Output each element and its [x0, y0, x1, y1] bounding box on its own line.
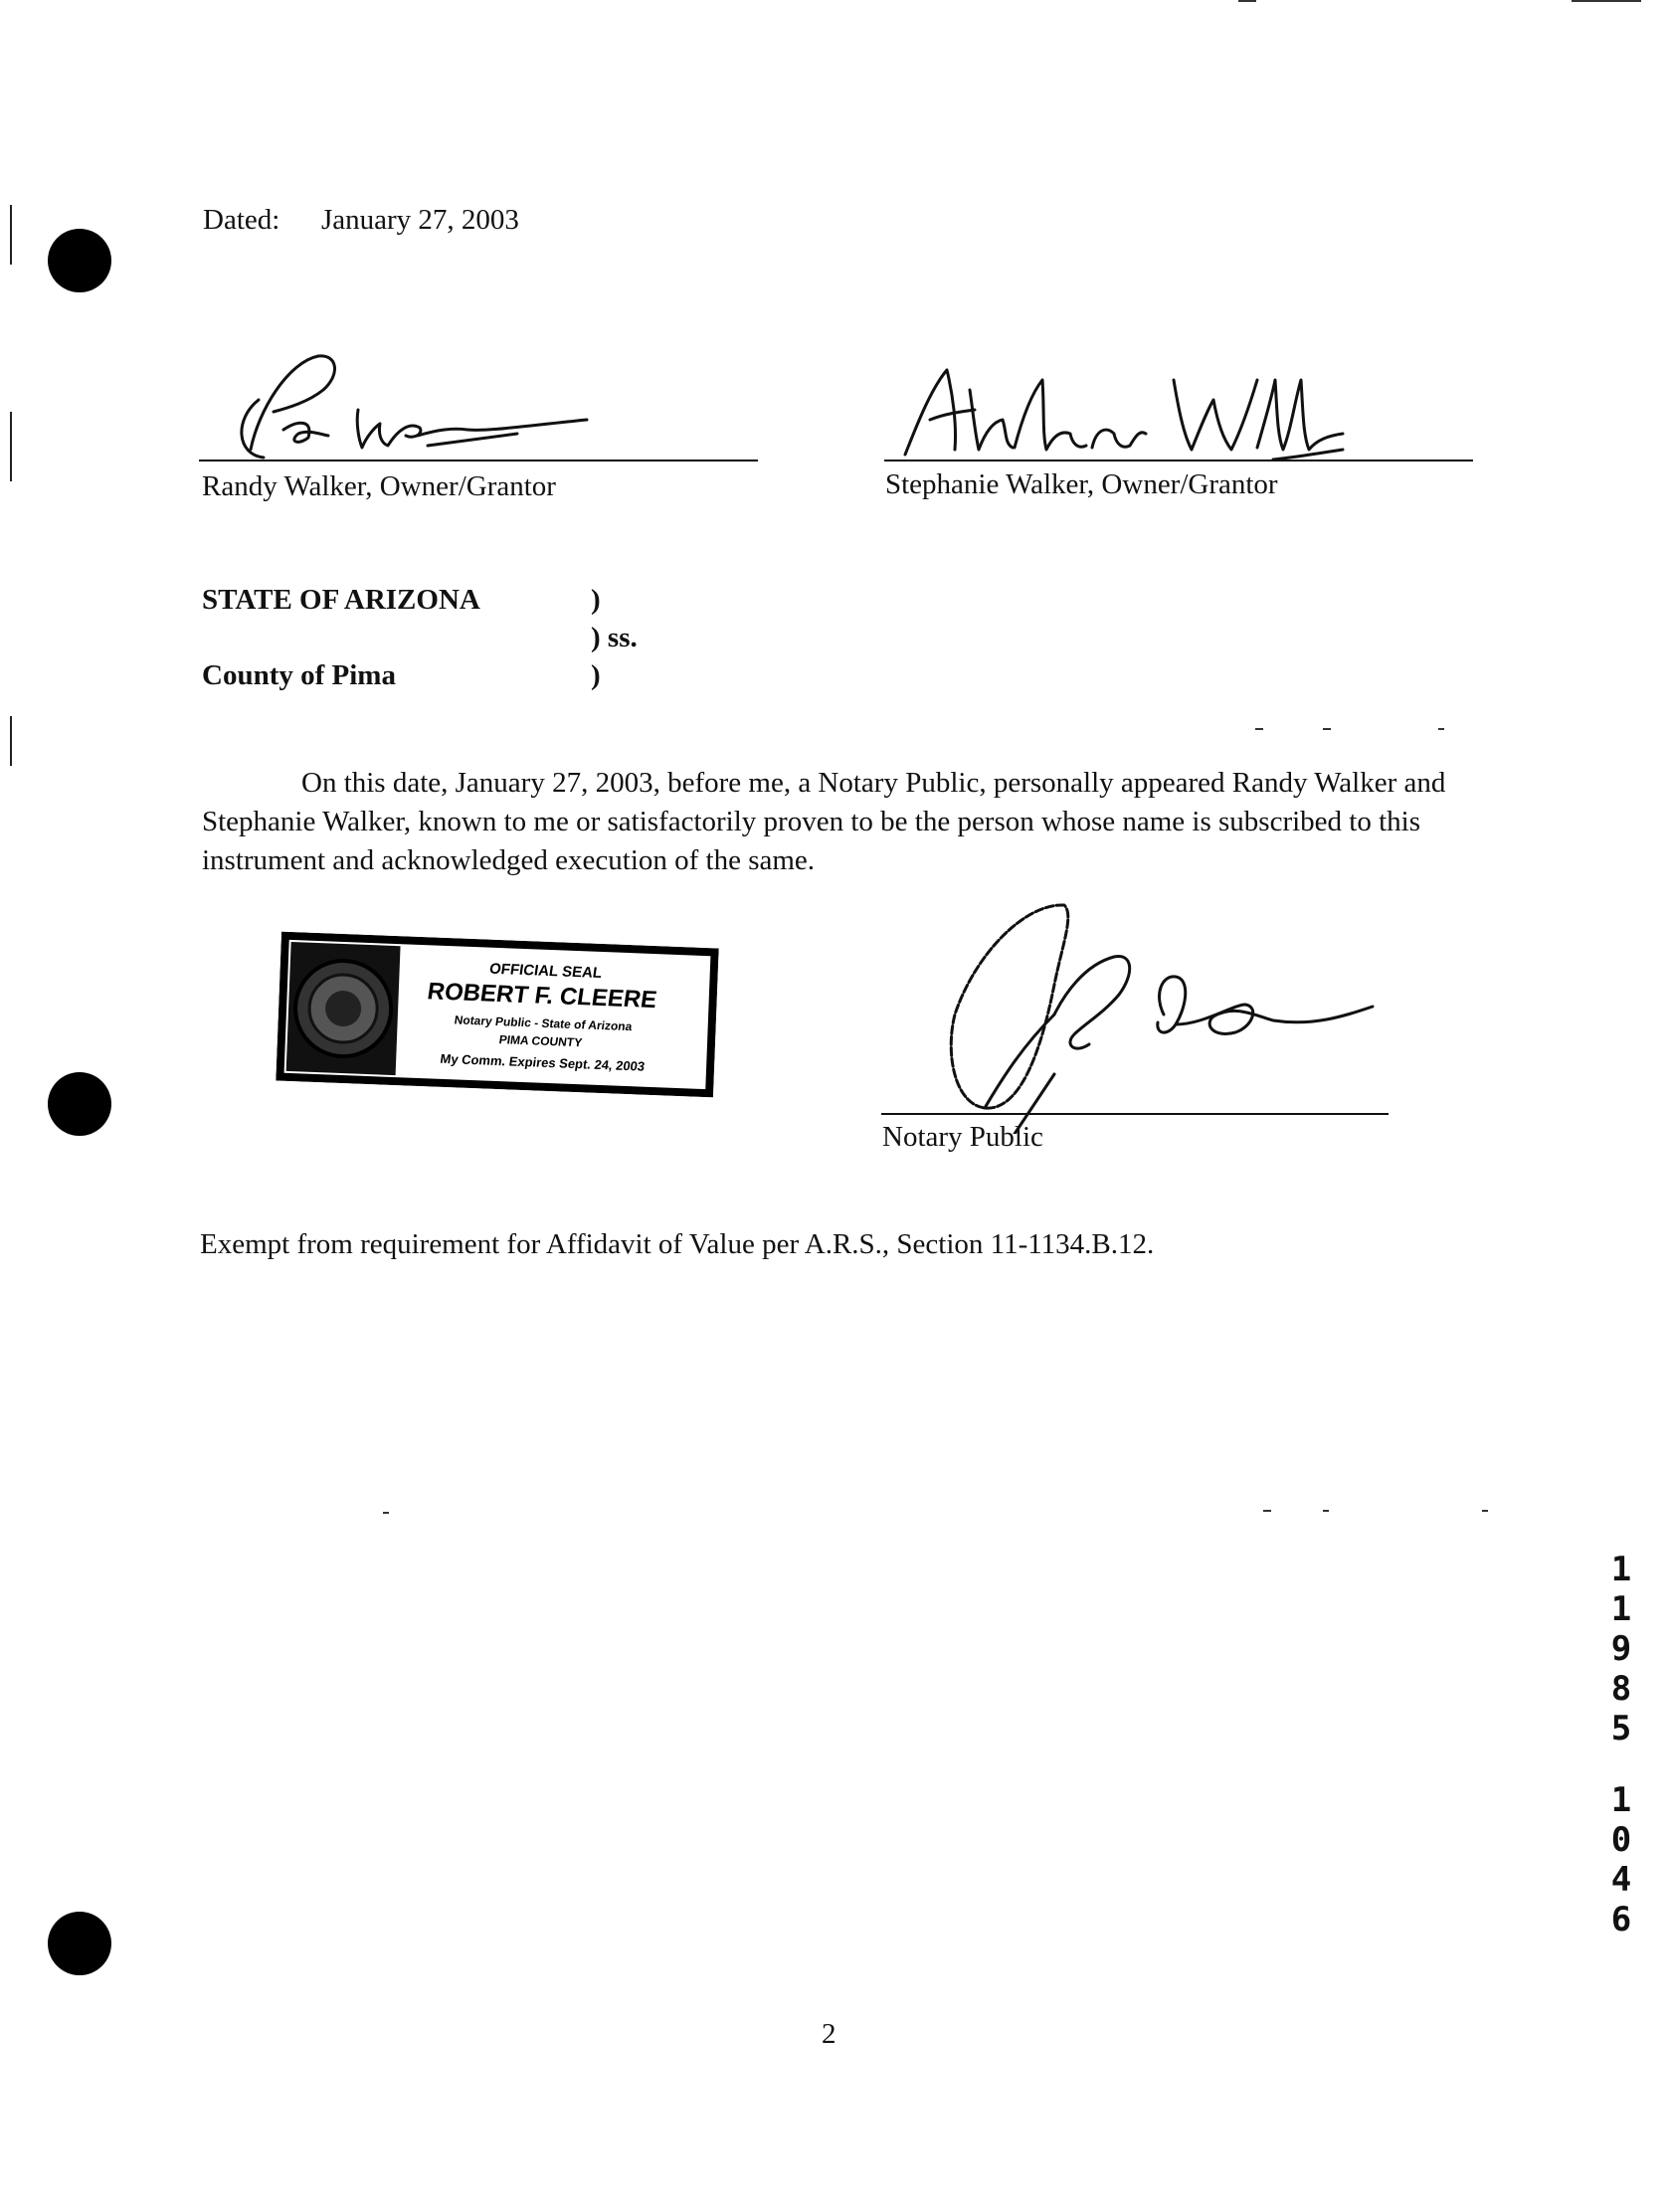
exemption-note: Exempt from requirement for Affidavit of Value per A.R.S., Section 11-1134.B.12. [200, 1228, 1155, 1260]
dated-label: Dated: [203, 204, 280, 236]
page-number: 2 [822, 2018, 836, 2050]
recorder-number [1601, 1550, 1641, 1939]
punch-hole-top [48, 229, 111, 292]
signatory-caption-stephanie: Stephanie Walker, Owner/Grantor [885, 468, 1278, 500]
signature-line-notary [881, 1113, 1389, 1115]
recorder-digit: 1 [1610, 1589, 1632, 1629]
venue-paren-top: ) [591, 584, 601, 616]
scan-speck [1263, 1510, 1271, 1512]
acknowledgment-paragraph [202, 764, 1485, 880]
scan-speck [1238, 0, 1256, 2]
recorder-digit: 4 [1610, 1860, 1632, 1900]
scan-edge-mark [10, 716, 12, 766]
venue-state: STATE OF ARIZONA [202, 584, 480, 616]
scan-speck [1482, 1510, 1488, 1512]
randy-walker-signature [229, 350, 627, 469]
recorder-gap [1601, 1749, 1641, 1780]
scan-speck [1323, 1510, 1329, 1512]
venue-ss: ) ss. [591, 622, 638, 653]
stephanie-walker-signature [875, 350, 1353, 469]
stamp-line-name: ROBERT F. CLEERE [425, 978, 659, 1014]
recorder-digit: 6 [1610, 1900, 1632, 1939]
recorder-digit: 0 [1610, 1820, 1632, 1860]
venue-county: County of Pima [202, 659, 396, 691]
stamp-line-state: Notary Public - State of Arizona [453, 1013, 634, 1034]
signature-line-randy [199, 460, 758, 461]
stamp-line-expiry: My Comm. Expires Sept. 24, 2003 [439, 1050, 647, 1074]
recorder-digit: 9 [1610, 1629, 1632, 1669]
stamp-line-county: PIMA COUNTY [497, 1032, 584, 1050]
scan-edge-mark [10, 412, 12, 481]
dated-value: January 27, 2003 [321, 204, 519, 236]
acknowledgment-text: On this date, January 27, 2003, before me, a Notary Public, personally appeared Randy Walker and Stephanie Walker, known to me or satisfactorily proven to be the person whose name is subscribed to this instrument and acknowledged execution of the same. [202, 767, 1446, 876]
signature-line-stephanie [884, 460, 1473, 461]
recorder-digit: 1 [1610, 1780, 1632, 1820]
stamp-line-official-seal: OFFICIAL SEAL [487, 960, 604, 982]
scan-speck [1323, 728, 1331, 730]
signatory-caption-randy: Randy Walker, Owner/Grantor [202, 470, 556, 502]
recorder-digit: 1 [1610, 1550, 1632, 1589]
punch-hole-bottom [48, 1912, 111, 1975]
venue-paren-bottom: ) [591, 659, 601, 691]
punch-hole-middle [48, 1072, 111, 1136]
notary-caption: Notary Public [882, 1121, 1043, 1153]
notary-seal-stamp [276, 932, 718, 1098]
scan-edge-mark [10, 205, 12, 265]
notary-signature [915, 895, 1392, 1134]
scan-speck [383, 1512, 389, 1514]
scan-speck [1255, 728, 1263, 730]
scan-speck [1572, 0, 1641, 2]
scan-speck [1438, 728, 1444, 730]
recorder-digit: 8 [1610, 1669, 1632, 1709]
recorder-digit: 5 [1610, 1709, 1632, 1749]
